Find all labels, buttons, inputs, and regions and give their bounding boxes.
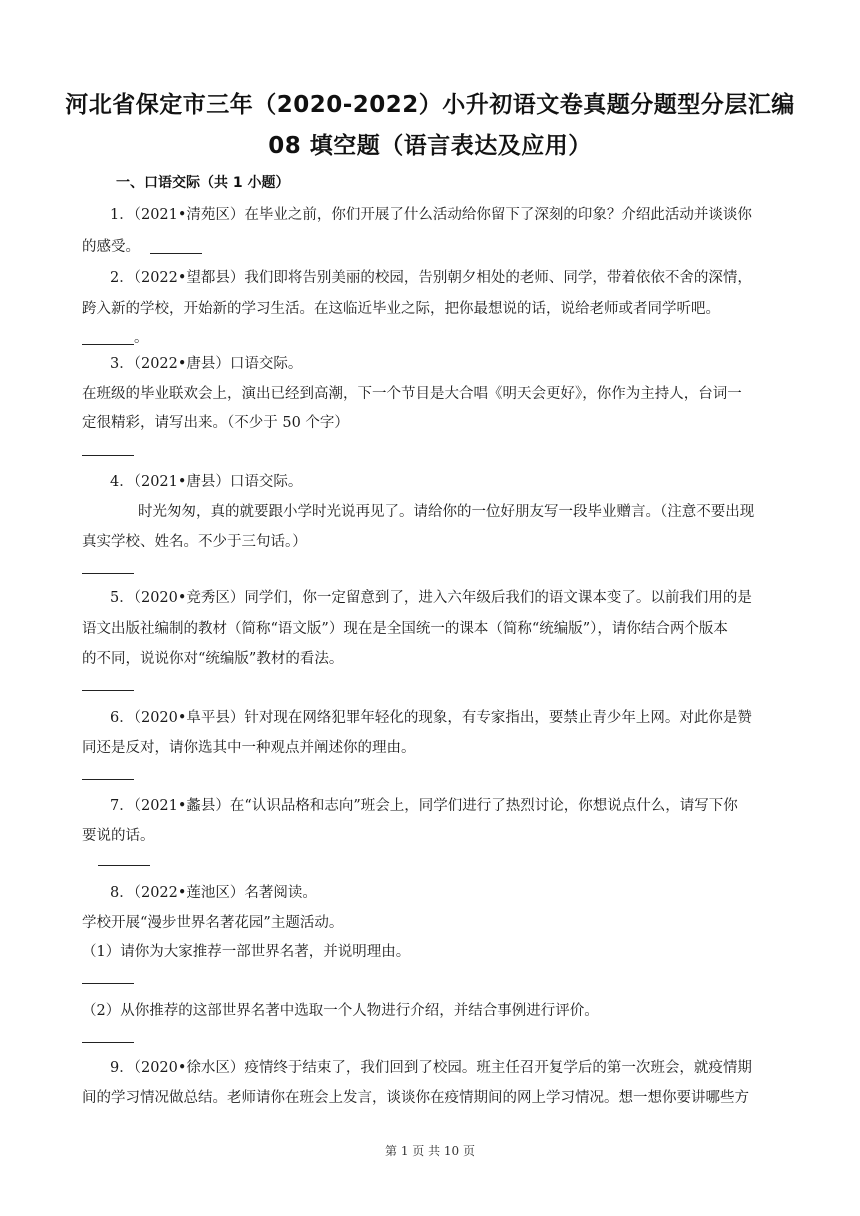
question-8-line-4: （2）从你推荐的这部世界名著中选取一个人物进行介绍，并结合事例进行评价。 (82, 1003, 599, 1019)
question-8-line-1: 8．（2022•莲池区）名著阅读。 (110, 885, 317, 901)
document-title-line2: 08 填空题（语言表达及应用） (268, 133, 592, 159)
answer-blank[interactable] (82, 690, 134, 691)
section-heading: 一、口语交际（共 1 小题） (116, 175, 290, 191)
answer-blank[interactable] (82, 455, 134, 456)
answer-blank[interactable] (98, 865, 150, 866)
answer-blank[interactable] (82, 344, 134, 345)
question-8-line-3: （1）请你为大家推荐一部世界名著，并说明理由。 (82, 944, 411, 960)
question-3-line-2: 在班级的毕业联欢会上，演出已经到高潮，下一个节目是大合唱《明天会更好》，你作为主持人，台词一 (82, 386, 742, 402)
answer-blank[interactable] (82, 779, 134, 780)
question-7-line-2: 要说的话。 (82, 828, 155, 844)
answer-blank[interactable] (82, 983, 134, 984)
question-7-line-1: 7．（2021•蠡县）在“认识品格和志向”班会上，同学们进行了热烈讨论，你想说点什么，请写下你 (110, 798, 738, 814)
question-5-line-1: 5．（2020•竞秀区）同学们，你一定留意到了，进入六年级后我们的语文课本变了。以前我们用的是 (110, 590, 752, 606)
question-9-line-1: 9．（2020•徐水区）疫情终于结束了，我们回到了校园。班主任召开复学后的第一次班会，就疫情期 (110, 1060, 752, 1076)
question-9-line-2: 间的学习情况做总结。老师请你在班会上发言，谈谈你在疫情期间的网上学习情况。想一想你要讲哪些方 (82, 1090, 749, 1106)
answer-blank[interactable] (150, 252, 202, 254)
question-2-line-2: 跨入新的学校，开始新的学习生活。在这临近毕业之际，把你最想说的话，说给老师或者同学听吧。 (82, 301, 720, 317)
question-4-line-2: 时光匆匆，真的就要跟小学时光说再见了。请给你的一位好朋友写一段毕业赠言。（注意不要出现 (138, 504, 755, 520)
question-4-line-1: 4．（2021•唐县）口语交际。 (110, 474, 303, 490)
question-8-line-2: 学校开展“漫步世界名著花园”主题活动。 (82, 915, 344, 931)
answer-blank[interactable] (82, 573, 134, 574)
page-footer: 第 1 页 共 10 页 (385, 1144, 475, 1158)
document-title-line1: 河北省保定市三年（2020-2022）小升初语文卷真题分题型分层汇编 (65, 92, 795, 118)
question-6-line-2: 同还是反对，请你选其中一种观点并阐述你的理由。 (82, 740, 416, 756)
question-5-line-2: 语文出版社编制的教材（简称“语文版”）现在是全国统一的课本（简称“统编版”），请你结合两个版本 (82, 621, 728, 637)
answer-blank[interactable] (82, 1042, 134, 1043)
question-3-line-1: 3．（2022•唐县）口语交际。 (110, 356, 303, 372)
question-6-line-1: 6．（2020•阜平县）针对现在网络犯罪年轻化的现象，有专家指出，要禁止青少年上网。对此你是赞 (110, 710, 752, 726)
question-2-line-3: 。 (134, 330, 149, 346)
question-1-line-1: 1．（2021•清苑区）在毕业之前，你们开展了什么活动给你留下了深刻的印象？介绍此活动并谈谈你 (110, 207, 752, 223)
question-3-line-3: 定很精彩，请写出来。（不少于 50 个字） (82, 415, 349, 431)
question-2-line-1: 2．（2022•望都县）我们即将告别美丽的校园，告别朝夕相处的老师、同学，带着依依不舍的深情， (110, 270, 752, 286)
question-4-line-3: 真实学校、姓名。不少于三句话。） (82, 534, 307, 550)
question-5-line-3: 的不同，说说你对“统编版”教材的看法。 (82, 651, 344, 667)
question-1-line-2: 的感受。 (82, 235, 202, 256)
